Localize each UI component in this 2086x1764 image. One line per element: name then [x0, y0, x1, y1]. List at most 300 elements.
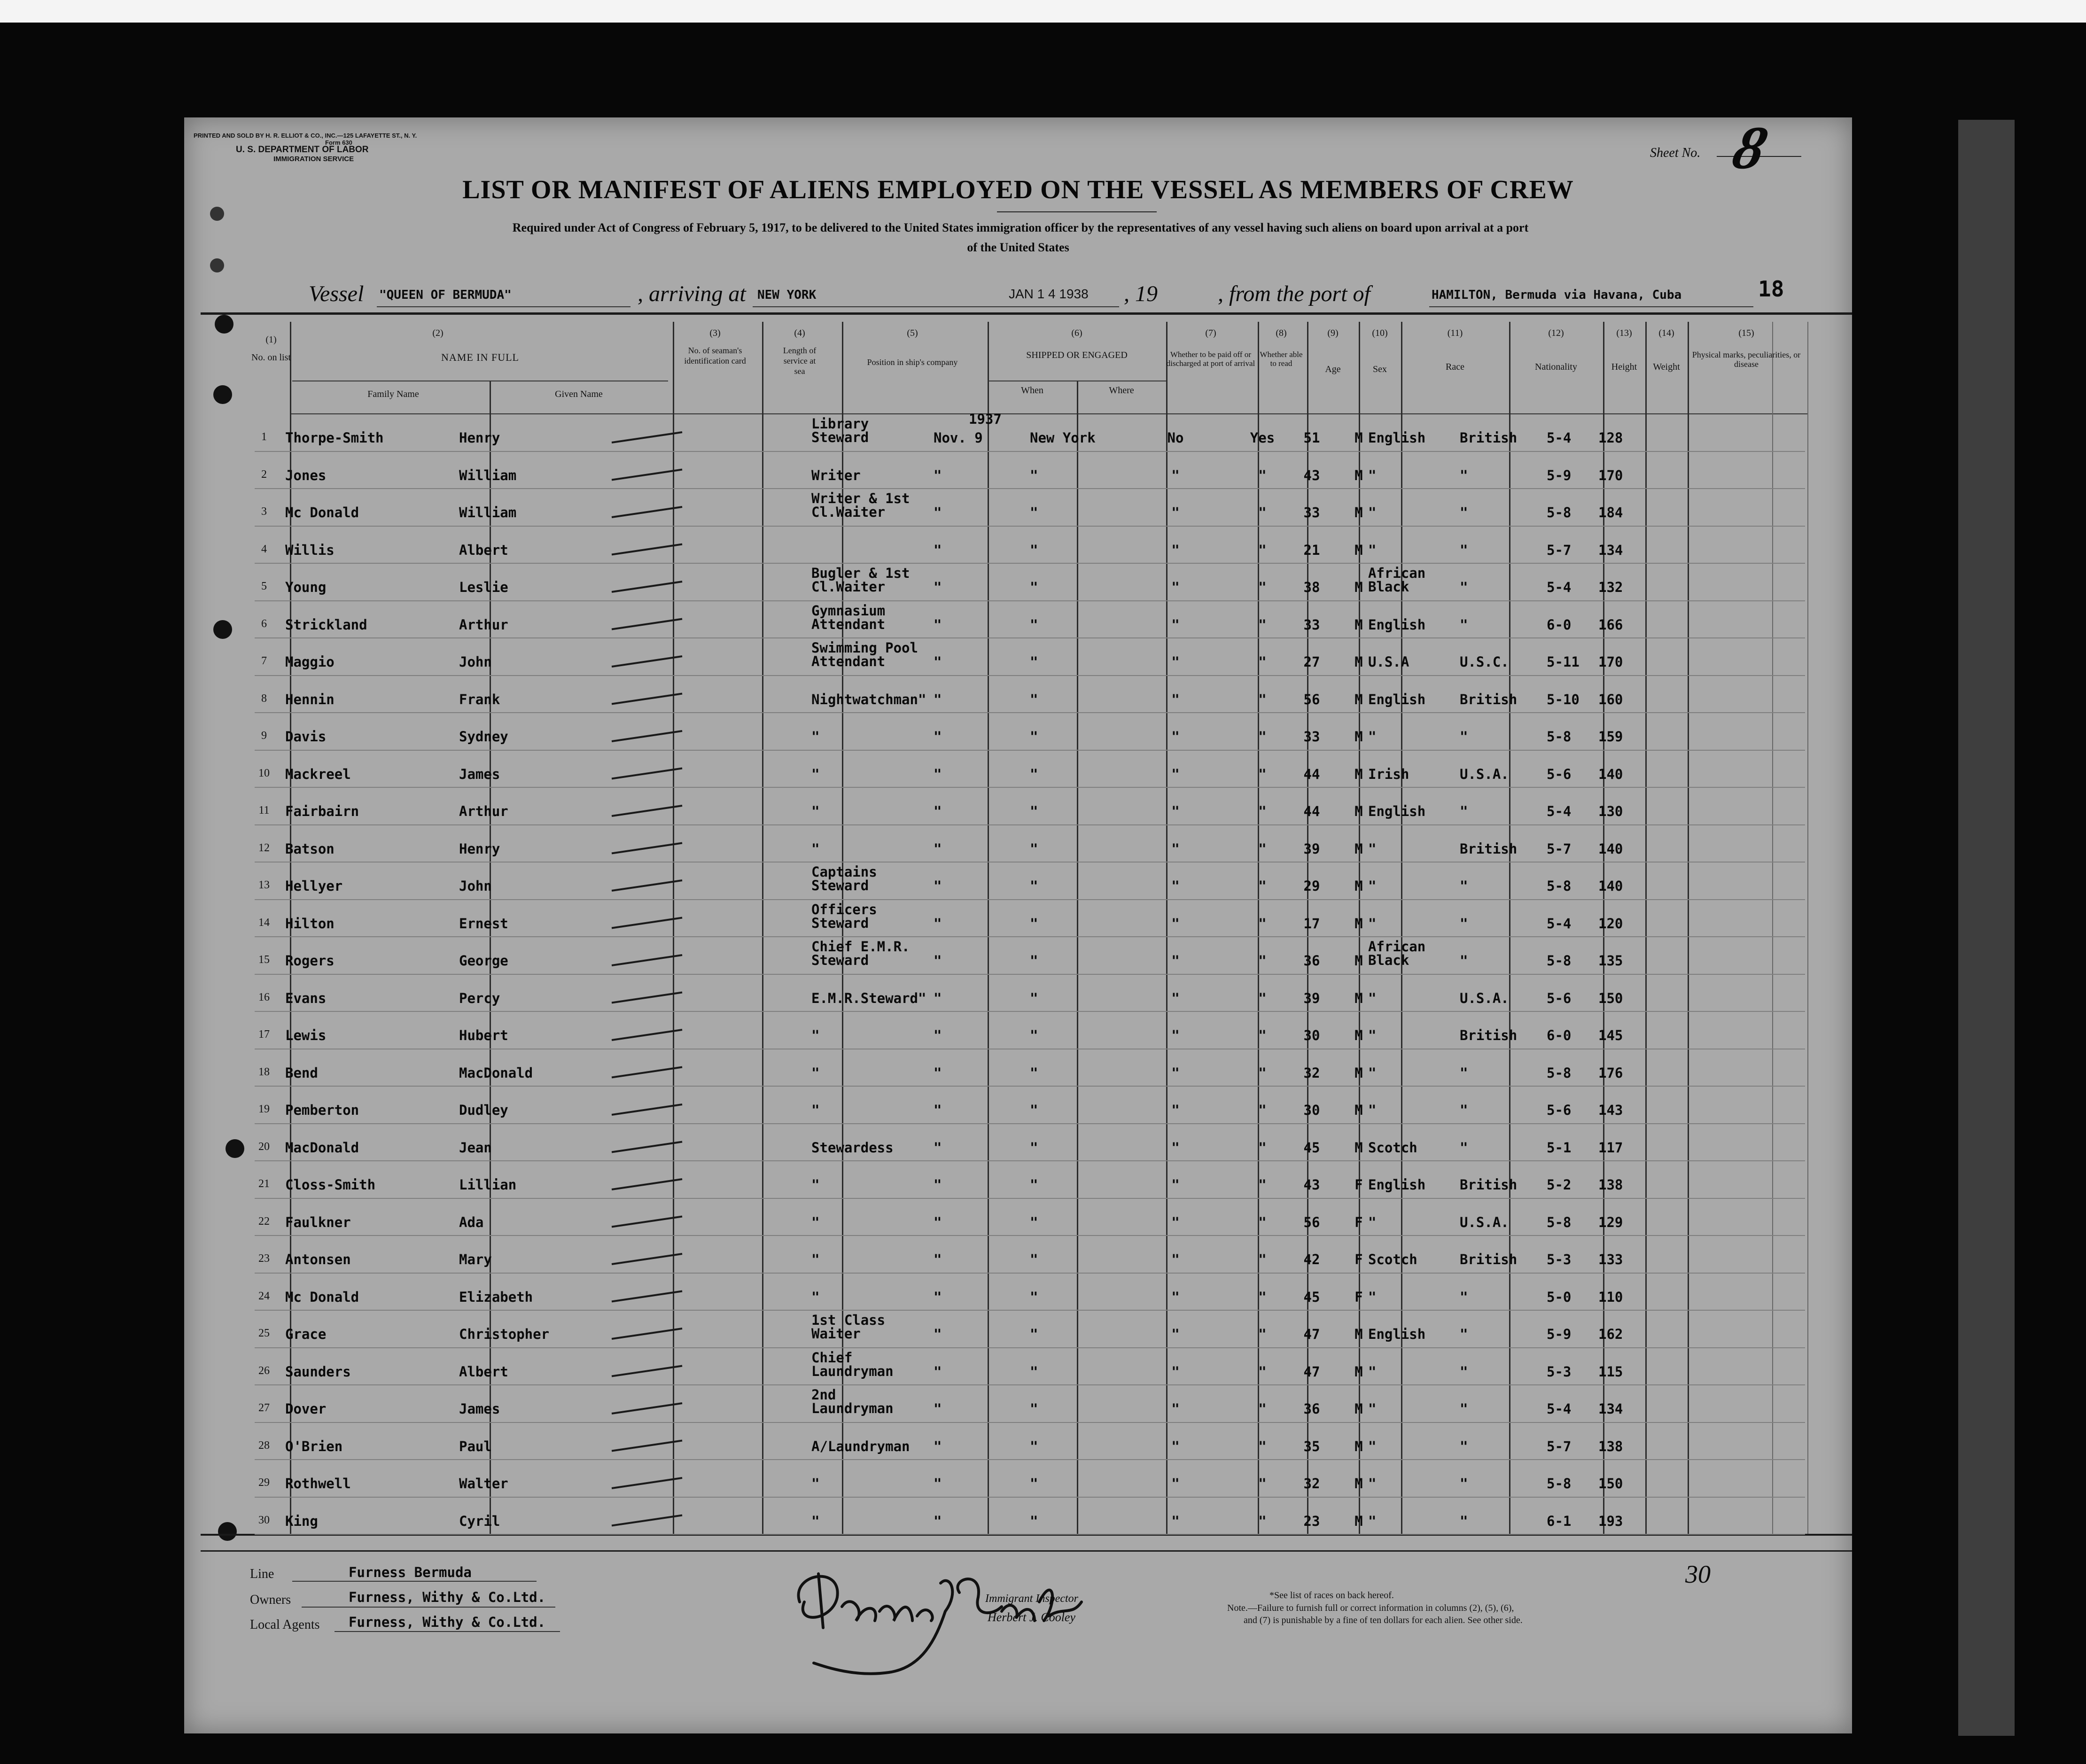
cell-nat: " [1460, 729, 1468, 745]
cell-read: " [1258, 1027, 1267, 1043]
cell-when: " [934, 1289, 942, 1305]
cell-family: MacDonald [285, 1139, 359, 1156]
cell-weight: 145 [1598, 1027, 1623, 1043]
card-dash [612, 1329, 682, 1339]
cell-position: Writer [811, 467, 861, 483]
card-dash [612, 507, 682, 517]
service: IMMIGRATION SERVICE [273, 155, 354, 163]
cell-weight: 176 [1598, 1065, 1623, 1081]
line-value: Furness Bermuda [349, 1564, 472, 1580]
cell-sex: M [1354, 1326, 1363, 1342]
cell-no: 8 [261, 692, 267, 705]
cell-nat: " [1460, 1102, 1468, 1118]
arriving-label: , arriving at [638, 281, 746, 306]
col-length-of-service: Length of service at sea [783, 346, 817, 376]
cell-family: Saunders [285, 1363, 351, 1380]
cell-no: 18 [258, 1065, 270, 1078]
col-10-number: (10) [1372, 328, 1388, 338]
col-name-in-full: NAME IN FULL [441, 351, 519, 363]
cell-paid: " [1171, 1177, 1180, 1193]
cell-read: " [1258, 1363, 1267, 1380]
cell-no: 4 [261, 543, 267, 555]
cell-position: A/Laundryman [811, 1438, 910, 1454]
cell-sex: M [1354, 1513, 1363, 1529]
cell-race: Scotch [1368, 1251, 1417, 1267]
cell-age: 36 [1303, 953, 1320, 969]
cell-height: 5-8 [1547, 1065, 1572, 1081]
card-dash [612, 993, 682, 1003]
cell-age: 35 [1303, 1438, 1320, 1454]
cell-nat: " [1460, 467, 1468, 483]
cell-height: 5-7 [1547, 542, 1572, 558]
cell-given: James [459, 766, 500, 782]
cell-age: 36 [1303, 1401, 1320, 1417]
card-dash [612, 731, 682, 741]
cell-age: 33 [1303, 616, 1320, 633]
cell-position: " [811, 1289, 820, 1305]
cell-sex: M [1354, 430, 1363, 446]
cell-age: 32 [1303, 1476, 1320, 1492]
cell-weight: 140 [1598, 766, 1623, 782]
cell-when: " [934, 542, 942, 558]
penalty-note-2: and (7) is punishable by a fine of ten dollars for each alien. See other side. [1244, 1615, 1523, 1625]
cell-paid: " [1171, 1513, 1180, 1529]
cell-no: 25 [258, 1327, 270, 1339]
cell-read: " [1258, 1065, 1267, 1081]
cell-weight: 160 [1598, 691, 1623, 707]
cell-race: " [1368, 1438, 1377, 1454]
cell-sex: M [1354, 803, 1363, 819]
cell-when: " [934, 840, 942, 857]
cell-paid: " [1171, 691, 1180, 707]
cell-given: Albert [459, 542, 508, 558]
cell-height: 5-8 [1547, 1476, 1572, 1492]
col-1-number: (1) [265, 334, 277, 345]
cell-height: 5-11 [1547, 654, 1580, 670]
cell-family: Willis [285, 542, 335, 558]
cell-paid: " [1171, 1476, 1180, 1492]
cell-no: 30 [258, 1514, 270, 1526]
cell-weight: 120 [1598, 915, 1623, 932]
cell-nat: British [1460, 691, 1518, 707]
cell-age: 17 [1303, 915, 1320, 932]
cell-paid: " [1171, 467, 1180, 483]
cell-read: Yes [1250, 430, 1275, 446]
cell-where: " [1030, 953, 1038, 969]
col-2-number: (2) [432, 328, 444, 338]
cell-sex: M [1354, 953, 1363, 969]
manifest-title: LIST OR MANIFEST OF ALIENS EMPLOYED ON THE VESSEL AS MEMBERS OF CREW [462, 175, 1574, 204]
cell-paid: No [1167, 430, 1184, 446]
cell-read: " [1258, 840, 1267, 857]
col-seaman-id-card: No. of seaman's identification card [684, 346, 746, 365]
cell-paid: " [1171, 1251, 1180, 1267]
cell-given: William [459, 467, 517, 483]
cell-sex: M [1354, 1363, 1363, 1380]
cell-nat: British [1460, 1177, 1518, 1193]
cell-height: 5-10 [1547, 691, 1580, 707]
cell-read: " [1258, 691, 1267, 707]
cell-paid: " [1171, 915, 1180, 932]
cell-age: 30 [1303, 1102, 1320, 1118]
penalty-note-1: Note.—Failure to furnish full or correct information in columns (2), (5), (6), [1227, 1603, 1514, 1613]
cell-given: Arthur [459, 803, 508, 819]
cell-read: " [1258, 1513, 1267, 1529]
cell-height: 5-8 [1547, 1214, 1572, 1230]
cell-race: " [1368, 1027, 1377, 1043]
cell-read: " [1258, 654, 1267, 670]
col-family-name: Family Name [367, 389, 419, 399]
cell-family: Davis [285, 729, 327, 745]
cell-where: " [1030, 1065, 1038, 1081]
cell-position: " [811, 766, 820, 782]
cell-sex: F [1354, 1177, 1363, 1193]
cell-given: John [459, 878, 492, 894]
cell-given: John [459, 654, 492, 670]
cell-height: 5-4 [1547, 1401, 1572, 1417]
cell-race: " [1368, 915, 1377, 932]
cell-weight: 184 [1598, 505, 1623, 521]
card-dash [612, 1104, 682, 1115]
cell-family: Thorpe-Smith [285, 430, 384, 446]
cell-where: " [1030, 1513, 1038, 1529]
cell-nat: " [1460, 616, 1468, 633]
cell-weight: 130 [1598, 803, 1623, 819]
cell-race: " [1368, 840, 1377, 857]
cell-no: 12 [258, 841, 270, 854]
cell-age: 32 [1303, 1065, 1320, 1081]
cell-no: 14 [258, 916, 270, 929]
cell-height: 5-6 [1547, 1102, 1572, 1118]
cell-when: " [934, 766, 942, 782]
cell-age: 21 [1303, 542, 1320, 558]
cell-when: " [934, 1251, 942, 1267]
cell-age: 44 [1303, 766, 1320, 782]
card-dash [612, 432, 682, 443]
cell-height: 5-8 [1547, 729, 1572, 745]
cell-sex: M [1354, 1027, 1363, 1043]
cell-age: 39 [1303, 990, 1320, 1006]
cell-paid: " [1171, 1102, 1180, 1118]
col-5-number: (5) [907, 328, 918, 338]
card-dash [612, 544, 682, 555]
races-note: *See list of races on back hereof. [1269, 1590, 1394, 1601]
cell-nat: " [1460, 1401, 1468, 1417]
col-13-number: (13) [1616, 328, 1632, 338]
cell-paid: " [1171, 990, 1180, 1006]
cell-position: " [811, 1102, 820, 1118]
cell-no: 5 [261, 580, 267, 592]
cell-race: " [1368, 1513, 1377, 1529]
cell-where: " [1030, 1177, 1038, 1193]
cell-paid: " [1171, 1027, 1180, 1043]
cell-height: 5-7 [1547, 1438, 1572, 1454]
cell-no: 15 [258, 954, 270, 966]
cell-given: Henry [459, 430, 500, 446]
cell-weight: 128 [1598, 430, 1623, 446]
cell-sex: M [1354, 579, 1363, 595]
cell-race: " [1368, 1476, 1377, 1492]
col-15-number: (15) [1738, 328, 1754, 338]
card-dash [612, 880, 682, 891]
cell-nat: " [1460, 878, 1468, 894]
cell-sex: M [1354, 1139, 1363, 1156]
cell-sex: F [1354, 1251, 1363, 1267]
cell-paid: " [1171, 1214, 1180, 1230]
cell-sex: M [1354, 1476, 1363, 1492]
cell-read: " [1258, 1476, 1267, 1492]
card-dash [612, 694, 682, 704]
cell-family: Mackreel [285, 766, 351, 782]
card-dash [612, 582, 682, 592]
col-able-to-read: Whether able to read [1260, 350, 1303, 368]
cell-height: 5-8 [1547, 953, 1572, 969]
year-label: , 19 [1124, 281, 1158, 306]
signature-text: Herbert J. Cooley [988, 1610, 1076, 1624]
cell-no: 1 [261, 431, 267, 443]
cell-weight: 135 [1598, 953, 1623, 969]
cell-height: 5-6 [1547, 766, 1572, 782]
cell-read: " [1258, 878, 1267, 894]
cell-where: " [1030, 691, 1038, 707]
cell-paid: " [1171, 1401, 1180, 1417]
cell-height: 5-4 [1547, 915, 1572, 932]
cell-paid: " [1171, 1326, 1180, 1342]
cell-position: Nightwatchman" [811, 691, 926, 707]
cell-where: " [1030, 1401, 1038, 1417]
cell-where: " [1030, 1251, 1038, 1267]
cell-sex: M [1354, 729, 1363, 745]
cell-when: Nov. 9 [934, 430, 983, 446]
cell-given: Dudley [459, 1102, 508, 1118]
col-physical-marks: Physical marks, peculiarities, or disease [1692, 350, 1801, 369]
cell-sex: M [1354, 616, 1363, 633]
cell-where: " [1030, 1476, 1038, 1492]
cell-no: 27 [258, 1402, 270, 1414]
agents-value: Furness, Withy & Co.Ltd. [349, 1614, 546, 1630]
cell-paid: " [1171, 542, 1180, 558]
cell-read: " [1258, 1438, 1267, 1454]
cell-weight: 129 [1598, 1214, 1623, 1230]
cell-when: " [934, 654, 942, 670]
cell-age: 23 [1303, 1513, 1320, 1529]
col-no-on-list: No. on list [251, 352, 291, 363]
cell-family: Rothwell [285, 1476, 351, 1492]
cell-given: William [459, 505, 517, 521]
cell-when: " [934, 1027, 942, 1043]
cell-given: Hubert [459, 1027, 508, 1043]
cell-given: Cyril [459, 1513, 500, 1529]
cell-given: Paul [459, 1438, 492, 1454]
cell-sex: M [1354, 542, 1363, 558]
cell-race: English [1368, 430, 1426, 446]
cell-when: " [934, 467, 942, 483]
col-race: Race [1446, 362, 1464, 372]
cell-position: E.M.R.Steward" [811, 990, 926, 1006]
cell-given: MacDonald [459, 1065, 533, 1081]
cell-height: 5-9 [1547, 467, 1572, 483]
cell-age: 45 [1303, 1289, 1320, 1305]
cell-nat: " [1460, 1065, 1468, 1081]
cell-paid: " [1171, 579, 1180, 595]
card-dash [612, 1403, 682, 1414]
cell-read: " [1258, 1401, 1267, 1417]
cell-when: " [934, 1177, 942, 1193]
cell-position: Swimming Pool Attendant [811, 640, 918, 669]
cell-paid: " [1171, 654, 1180, 670]
cell-family: Young [285, 579, 327, 595]
cell-age: 33 [1303, 729, 1320, 745]
cell-where: " [1030, 840, 1038, 857]
cell-nat: " [1460, 542, 1468, 558]
cell-sex: F [1354, 1289, 1363, 1305]
cell-height: 5-9 [1547, 1326, 1572, 1342]
cell-family: Bend [285, 1065, 318, 1081]
cell-race: " [1368, 542, 1377, 558]
cell-age: 27 [1303, 654, 1320, 670]
cell-height: 5-3 [1547, 1363, 1572, 1380]
cell-read: " [1258, 1139, 1267, 1156]
cell-read: " [1258, 467, 1267, 483]
cell-where: " [1030, 990, 1038, 1006]
card-dash [612, 1067, 682, 1078]
cell-weight: 150 [1598, 990, 1623, 1006]
cell-where: " [1030, 878, 1038, 894]
cell-position: " [811, 1513, 820, 1529]
cell-age: 30 [1303, 1027, 1320, 1043]
cell-where: " [1030, 1139, 1038, 1156]
cell-when: " [934, 505, 942, 521]
cell-position: " [811, 1251, 820, 1267]
cell-no: 21 [258, 1178, 270, 1190]
cell-when: " [934, 1139, 942, 1156]
cell-where: " [1030, 766, 1038, 782]
cell-where: " [1030, 1289, 1038, 1305]
department: U. S. DEPARTMENT OF LABOR [236, 145, 369, 155]
cell-race: English [1368, 1326, 1426, 1342]
cell-race: English [1368, 803, 1426, 819]
cell-read: " [1258, 953, 1267, 969]
cell-given: Arthur [459, 616, 508, 633]
cell-family: Lewis [285, 1027, 327, 1043]
cell-given: Christopher [459, 1326, 550, 1342]
col-7-number: (7) [1205, 328, 1216, 338]
cell-read: " [1258, 542, 1267, 558]
col-9-number: (9) [1327, 328, 1339, 338]
card-dash [612, 619, 682, 629]
cell-read: " [1258, 1326, 1267, 1342]
cell-height: 5-7 [1547, 840, 1572, 857]
arrival-date-stamp: JAN 1 4 1938 [1009, 287, 1089, 301]
cell-position: Chief Laundryman [811, 1349, 894, 1379]
card-dash [612, 1179, 682, 1189]
cell-sex: M [1354, 1438, 1363, 1454]
cell-where: New York [1030, 430, 1096, 446]
cell-paid: " [1171, 878, 1180, 894]
card-dash [612, 470, 682, 480]
card-dash [612, 1291, 682, 1302]
cell-position: Stewardess [811, 1139, 894, 1156]
cell-no: 3 [261, 505, 267, 518]
vessel-name: "QUEEN OF BERMUDA" [379, 288, 512, 302]
col-height: Height [1611, 362, 1637, 372]
card-dash [612, 1217, 682, 1227]
cell-age: 39 [1303, 840, 1320, 857]
cell-nat: British [1460, 840, 1518, 857]
card-dash [612, 1478, 682, 1488]
cell-position: " [811, 1476, 820, 1492]
cell-family: Batson [285, 840, 335, 857]
owners-label: Owners [250, 1593, 291, 1607]
cell-paid: " [1171, 1065, 1180, 1081]
cell-where: " [1030, 542, 1038, 558]
cell-when: " [934, 1363, 942, 1380]
cell-position: " [811, 840, 820, 857]
cell-race: " [1368, 1214, 1377, 1230]
cell-sex: F [1354, 1214, 1363, 1230]
card-dash [612, 1366, 682, 1376]
cell-family: O'Brien [285, 1438, 343, 1454]
cell-position: " [811, 729, 820, 745]
card-dash [612, 1515, 682, 1526]
cell-sex: M [1354, 1102, 1363, 1118]
col-weight: Weight [1653, 362, 1680, 372]
cell-read: " [1258, 579, 1267, 595]
cell-when: " [934, 1401, 942, 1417]
cell-family: Faulkner [285, 1214, 351, 1230]
cell-age: 45 [1303, 1139, 1320, 1156]
cell-height: 5-0 [1547, 1289, 1572, 1305]
cell-age: 56 [1303, 1214, 1320, 1230]
col-given-name: Given Name [555, 389, 603, 399]
cell-given: Jean [459, 1139, 492, 1156]
cell-sex: M [1354, 467, 1363, 483]
cell-where: " [1030, 803, 1038, 819]
cell-read: " [1258, 1289, 1267, 1305]
cell-family: Hellyer [285, 878, 343, 894]
cell-age: 51 [1303, 430, 1320, 446]
cell-given: Frank [459, 691, 500, 707]
cell-no: 28 [258, 1439, 270, 1452]
cell-nat: " [1460, 579, 1468, 595]
cell-read: " [1258, 1177, 1267, 1193]
cell-age: 43 [1303, 1177, 1320, 1193]
cell-nat: U.S.A. [1460, 1214, 1509, 1230]
cell-weight: 193 [1598, 1513, 1623, 1529]
cell-nat: " [1460, 953, 1468, 969]
cell-paid: " [1171, 953, 1180, 969]
cell-no: 10 [258, 767, 270, 779]
cell-no: 11 [258, 804, 270, 816]
cell-family: Strickland [285, 616, 367, 633]
cell-sex: M [1354, 766, 1363, 782]
cell-weight: 166 [1598, 616, 1623, 633]
cell-nat: " [1460, 505, 1468, 521]
cell-race: " [1368, 1102, 1377, 1118]
cell-where: " [1030, 579, 1038, 595]
subtitle-line-1: Required under Act of Congress of February 5, 1917, to be delivered to the United States immigration officer by the representatives of any vessel having such aliens on board upon arrival at a port [512, 221, 1529, 234]
cell-nat: " [1460, 915, 1468, 932]
cell-family: Antonsen [285, 1251, 351, 1267]
cell-when: " [934, 1513, 942, 1529]
cell-race: " [1368, 1065, 1377, 1081]
cell-when: " [934, 616, 942, 633]
cell-weight: 170 [1598, 654, 1623, 670]
card-dash [612, 806, 682, 816]
line-underline [292, 1581, 537, 1582]
cell-family: Closs-Smith [285, 1177, 376, 1193]
cell-family: Dover [285, 1401, 327, 1417]
